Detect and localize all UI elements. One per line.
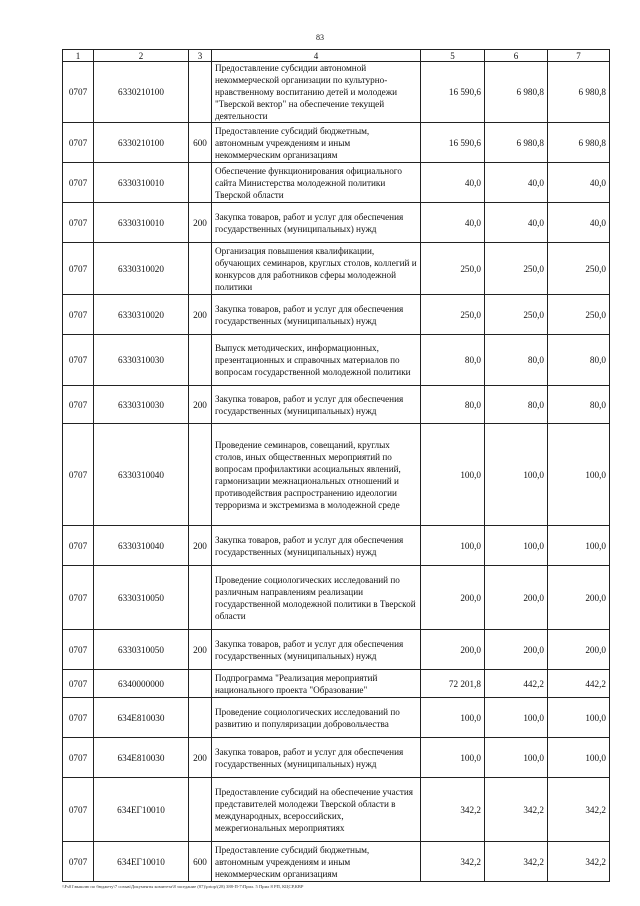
table-row xyxy=(63,295,610,335)
table-row xyxy=(63,630,610,670)
table-row xyxy=(63,203,610,243)
column-header: 7 xyxy=(548,50,610,62)
amount-col7-cell: 80,0 xyxy=(548,386,610,424)
amount-col5-cell: 250,0 xyxy=(421,243,485,295)
description-cell: Предоставление субсидий на обеспечение участия представителей молодежи Тверской области в международных, всероссийских, межрегиональных мероприятиях xyxy=(212,778,421,842)
amount-col5-cell: 72 201,8 xyxy=(421,670,485,698)
section-cell: 0707 xyxy=(63,203,94,243)
table-row xyxy=(63,566,610,630)
amount-col7-cell: 342,2 xyxy=(548,778,610,842)
section-cell: 0707 xyxy=(63,243,94,295)
amount-col6-cell: 200,0 xyxy=(485,630,548,670)
amount-col7-cell: 100,0 xyxy=(548,698,610,738)
expense-type-cell xyxy=(189,335,212,386)
column-header: 4 xyxy=(212,50,421,62)
description-cell: Закупка товаров, работ и услуг для обеспечения государственных (муниципальных) нужд xyxy=(212,738,421,778)
description-cell: Закупка товаров, работ и услуг для обеспечения государственных (муниципальных) нужд xyxy=(212,203,421,243)
section-cell: 0707 xyxy=(63,630,94,670)
amount-col6-cell: 250,0 xyxy=(485,295,548,335)
amount-col7-cell: 100,0 xyxy=(548,738,610,778)
table-row xyxy=(63,62,610,123)
target-code-cell: 634E810030 xyxy=(94,698,189,738)
expense-type-cell: 200 xyxy=(189,526,212,566)
expense-type-cell: 200 xyxy=(189,295,212,335)
description-cell: Закупка товаров, работ и услуг для обеспечения государственных (муниципальных) нужд xyxy=(212,630,421,670)
amount-col7-cell: 200,0 xyxy=(548,566,610,630)
amount-col7-cell: 100,0 xyxy=(548,526,610,566)
target-code-cell: 6330310020 xyxy=(94,243,189,295)
amount-col7-cell: 200,0 xyxy=(548,630,610,670)
description-cell: Предоставление субсидий бюджетным, автономным учреждениям и иным некоммерческим организациям xyxy=(212,842,421,882)
section-cell: 0707 xyxy=(63,295,94,335)
column-header: 3 xyxy=(189,50,212,62)
amount-col5-cell: 40,0 xyxy=(421,203,485,243)
amount-col5-cell: 250,0 xyxy=(421,295,485,335)
amount-col6-cell: 250,0 xyxy=(485,243,548,295)
column-header: 2 xyxy=(94,50,189,62)
description-cell: Подпрограмма "Реализация мероприятий национального проекта "Образование" xyxy=(212,670,421,698)
amount-col5-cell: 16 590,6 xyxy=(421,123,485,163)
amount-col7-cell: 250,0 xyxy=(548,243,610,295)
description-cell: Проведение семинаров, совещаний, круглых столов, иных общественных мероприятий по вопросам профилактики асоциальных явлений, гармонизации межнациональных отношений и противодействия распространению идеологии терроризма и экстремизма в молодежной среде xyxy=(212,424,421,526)
target-code-cell: 634E810030 xyxy=(94,738,189,778)
table-row xyxy=(63,335,610,386)
amount-col6-cell: 100,0 xyxy=(485,526,548,566)
expense-type-cell xyxy=(189,163,212,203)
section-cell: 0707 xyxy=(63,386,94,424)
target-code-cell: 6330210100 xyxy=(94,62,189,123)
target-code-cell: 6330310020 xyxy=(94,295,189,335)
section-cell: 0707 xyxy=(63,778,94,842)
amount-col5-cell: 342,2 xyxy=(421,842,485,882)
file-path-footer: \\Fs01\вышлю по бюджету\7 созыв\Документы комитета\8 заседание (07)\prtop\(28) 388-П-7\Прил. 5 Прил 8 РП, КЦСР,КВР xyxy=(62,884,304,889)
table-row xyxy=(63,698,610,738)
page-number: 83 xyxy=(316,33,324,42)
amount-col6-cell: 40,0 xyxy=(485,203,548,243)
amount-col5-cell: 40,0 xyxy=(421,163,485,203)
target-code-cell: 6330310010 xyxy=(94,203,189,243)
table-row xyxy=(63,842,610,882)
target-code-cell: 6330310040 xyxy=(94,424,189,526)
description-cell: Организация повышения квалификации, обучающих семинаров, круглых столов, коллегий и конкурсов для работников сферы молодежной политики xyxy=(212,243,421,295)
amount-col5-cell: 100,0 xyxy=(421,526,485,566)
amount-col6-cell: 200,0 xyxy=(485,566,548,630)
amount-col6-cell: 342,2 xyxy=(485,842,548,882)
expense-type-cell xyxy=(189,62,212,123)
table-row xyxy=(63,778,610,842)
table-row xyxy=(63,386,610,424)
target-code-cell: 6330310040 xyxy=(94,526,189,566)
table-row xyxy=(63,526,610,566)
column-header: 5 xyxy=(421,50,485,62)
target-code-cell: 6330310030 xyxy=(94,386,189,424)
table-header-row xyxy=(63,50,610,62)
expense-type-cell xyxy=(189,566,212,630)
expense-type-cell xyxy=(189,424,212,526)
amount-col5-cell: 200,0 xyxy=(421,566,485,630)
amount-col7-cell: 40,0 xyxy=(548,163,610,203)
section-cell: 0707 xyxy=(63,163,94,203)
amount-col5-cell: 100,0 xyxy=(421,738,485,778)
description-cell: Выпуск методических, информационных, презентационных и справочных материалов по вопросам государственной молодежной политики xyxy=(212,335,421,386)
expense-type-cell: 600 xyxy=(189,123,212,163)
section-cell: 0707 xyxy=(63,566,94,630)
target-code-cell: 6330310030 xyxy=(94,335,189,386)
amount-col5-cell: 100,0 xyxy=(421,424,485,526)
amount-col6-cell: 342,2 xyxy=(485,778,548,842)
target-code-cell: 634ЕГ10010 xyxy=(94,842,189,882)
table-row xyxy=(63,123,610,163)
section-cell: 0707 xyxy=(63,842,94,882)
expense-type-cell: 600 xyxy=(189,842,212,882)
amount-col5-cell: 80,0 xyxy=(421,386,485,424)
description-cell: Проведение социологических исследований по развитию и популяризации добровольчества xyxy=(212,698,421,738)
table-row xyxy=(63,424,610,526)
amount-col5-cell: 16 590,6 xyxy=(421,62,485,123)
description-cell: Проведение социологических исследований по различным направлениям реализации государственной молодежной политики в Тверской области xyxy=(212,566,421,630)
amount-col7-cell: 6 980,8 xyxy=(548,62,610,123)
table-row xyxy=(63,738,610,778)
description-cell: Предоставление субсидий бюджетным, автономным учреждениям и иным некоммерческим организациям xyxy=(212,123,421,163)
section-cell: 0707 xyxy=(63,670,94,698)
amount-col7-cell: 342,2 xyxy=(548,842,610,882)
table-row xyxy=(63,163,610,203)
amount-col6-cell: 40,0 xyxy=(485,163,548,203)
expense-type-cell xyxy=(189,698,212,738)
section-cell: 0707 xyxy=(63,335,94,386)
section-cell: 0707 xyxy=(63,62,94,123)
amount-col7-cell: 40,0 xyxy=(548,203,610,243)
table-row xyxy=(63,243,610,295)
amount-col5-cell: 80,0 xyxy=(421,335,485,386)
amount-col5-cell: 342,2 xyxy=(421,778,485,842)
amount-col5-cell: 200,0 xyxy=(421,630,485,670)
amount-col5-cell: 100,0 xyxy=(421,698,485,738)
target-code-cell: 6330210100 xyxy=(94,123,189,163)
description-cell: Предоставление субсидии автономной некоммерческой организации по культурно-нравственному воспитанию детей и молодежи "Тверской вектор" на обеспечение текущей деятельности xyxy=(212,62,421,123)
description-cell: Обеспечение функционирования официального сайта Министерства молодежной политики Тверской области xyxy=(212,163,421,203)
amount-col7-cell: 6 980,8 xyxy=(548,123,610,163)
description-cell: Закупка товаров, работ и услуг для обеспечения государственных (муниципальных) нужд xyxy=(212,526,421,566)
expense-type-cell: 200 xyxy=(189,738,212,778)
amount-col6-cell: 100,0 xyxy=(485,738,548,778)
section-cell: 0707 xyxy=(63,123,94,163)
amount-col6-cell: 80,0 xyxy=(485,386,548,424)
section-cell: 0707 xyxy=(63,526,94,566)
expense-type-cell xyxy=(189,670,212,698)
amount-col7-cell: 80,0 xyxy=(548,335,610,386)
amount-col7-cell: 100,0 xyxy=(548,424,610,526)
amount-col6-cell: 6 980,8 xyxy=(485,123,548,163)
description-cell: Закупка товаров, работ и услуг для обеспечения государственных (муниципальных) нужд xyxy=(212,295,421,335)
amount-col6-cell: 6 980,8 xyxy=(485,62,548,123)
section-cell: 0707 xyxy=(63,738,94,778)
expense-type-cell: 200 xyxy=(189,203,212,243)
table-row xyxy=(63,670,610,698)
section-cell: 0707 xyxy=(63,424,94,526)
target-code-cell: 6340000000 xyxy=(94,670,189,698)
expense-type-cell xyxy=(189,778,212,842)
amount-col7-cell: 442,2 xyxy=(548,670,610,698)
amount-col6-cell: 100,0 xyxy=(485,698,548,738)
budget-table xyxy=(62,49,610,882)
amount-col7-cell: 250,0 xyxy=(548,295,610,335)
target-code-cell: 6330310050 xyxy=(94,630,189,670)
target-code-cell: 6330310050 xyxy=(94,566,189,630)
expense-type-cell: 200 xyxy=(189,630,212,670)
column-header: 6 xyxy=(485,50,548,62)
expense-type-cell xyxy=(189,243,212,295)
amount-col6-cell: 100,0 xyxy=(485,424,548,526)
description-cell: Закупка товаров, работ и услуг для обеспечения государственных (муниципальных) нужд xyxy=(212,386,421,424)
amount-col6-cell: 80,0 xyxy=(485,335,548,386)
expense-type-cell: 200 xyxy=(189,386,212,424)
section-cell: 0707 xyxy=(63,698,94,738)
column-header: 1 xyxy=(63,50,94,62)
amount-col6-cell: 442,2 xyxy=(485,670,548,698)
target-code-cell: 634ЕГ10010 xyxy=(94,778,189,842)
target-code-cell: 6330310010 xyxy=(94,163,189,203)
